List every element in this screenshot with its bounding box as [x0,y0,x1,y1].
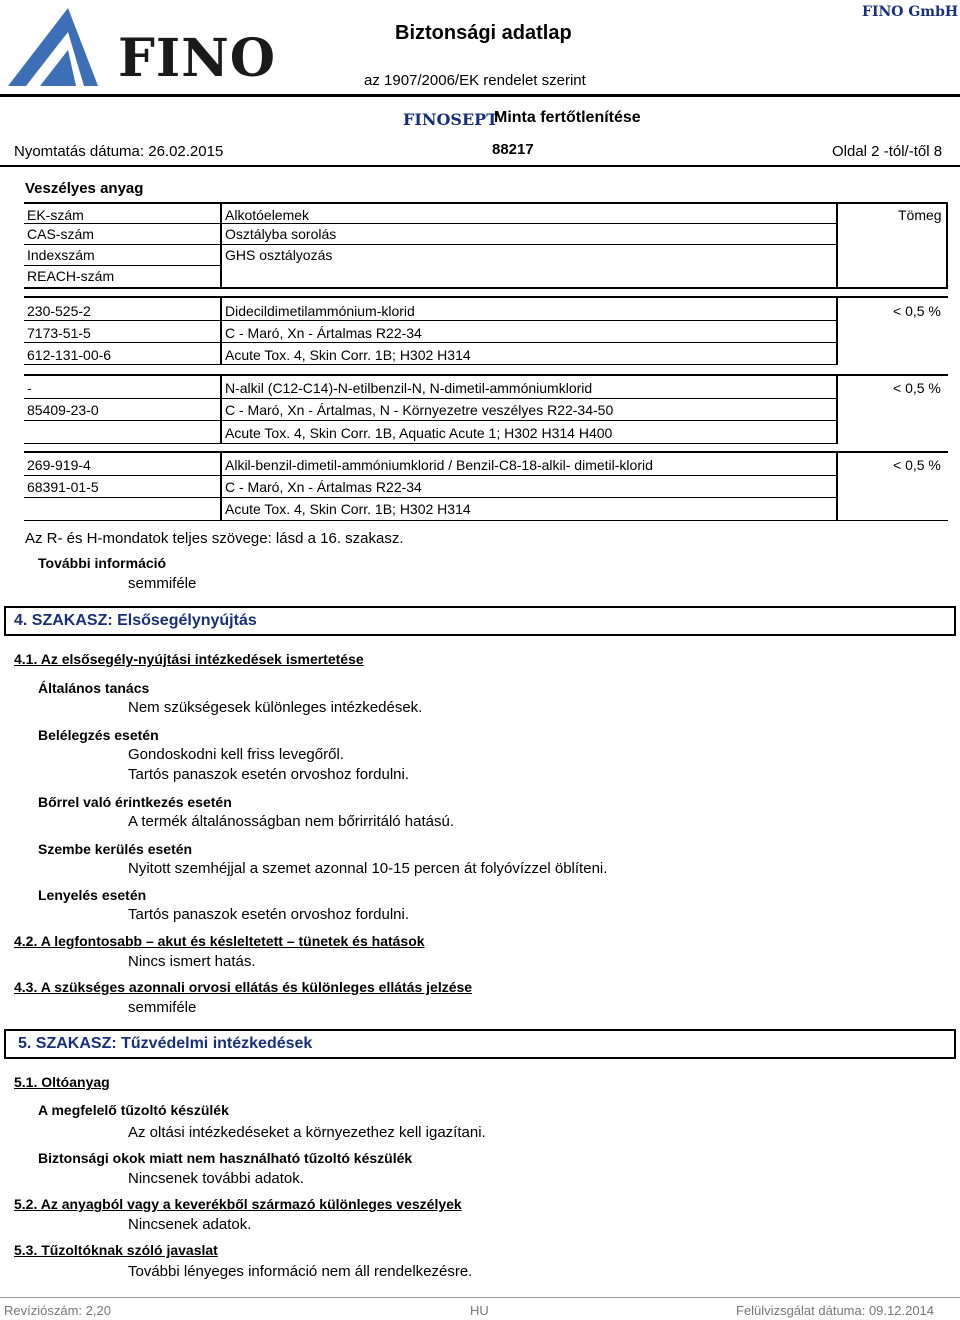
row1-mass: < 0,5 % [893,303,941,319]
suitable-extinguisher-title: A megfelelő tűzoltó készülék [38,1102,229,1118]
ingestion-text: Tartós panaszok esetén orvoshoz fordulni. [128,906,409,923]
section4-2-text: Nincs ismert hatás. [128,953,256,970]
section4-3-text: semmiféle [128,999,197,1016]
row-line [24,342,838,343]
row3-cas: 68391-01-5 [27,479,99,495]
further-info-title: További információ [38,555,167,571]
eye-contact-text: Nyitott szemhéjjal a szemet azonnal 10-15 percen át folyóvízzel öblíteni. [128,860,608,877]
row3-mass: < 0,5 % [893,457,941,473]
row-line [24,475,838,476]
inhalation-title: Belélegzés esetén [38,727,159,743]
print-date: Nyomtatás dátuma: 26.02.2015 [14,143,224,160]
hazard-section-title: Veszélyes anyag [25,180,144,197]
unsuitable-extinguisher-title: Biztonsági okok miatt nem használható tűzoltó készülék [38,1150,413,1166]
header-row-line [24,244,838,245]
row2-mass: < 0,5 % [893,380,941,396]
row1-name: Didecildimetilammónium-klorid [225,303,415,319]
col-header-components: Alkotóelemek [225,207,310,223]
row-bottom-line [24,520,948,521]
document-title: Biztonsági adatlap [395,22,572,44]
row-col-divider [220,451,222,521]
row-col-divider [836,296,838,365]
review-date: Felülvizsgálat dátuma: 09.12.2014 [736,1303,935,1318]
suitable-extinguisher-text: Az oltási intézkedéseket a környezethez kell igazítani. [128,1124,486,1141]
row-line [24,497,838,498]
row2-ghs: Acute Tox. 4, Skin Corr. 1B, Aquatic Acute 1; H302 H314 H400 [225,425,613,441]
hazard-note: Az R- és H-mondatok teljes szövege: lásd a 16. szakasz. [25,530,404,547]
row2-name: N-alkil (C12-C14)-N-etilbenzil-N, N-dimetil-ammóniumklorid [225,380,593,396]
section5-3-text: További lényeges információ nem áll rendelkezésre. [128,1263,473,1280]
table-col-divider-2 [836,202,838,289]
skin-contact-text: A termék általánosságban nem bőrirritáló hatású. [128,813,455,830]
row-col-divider [220,296,222,365]
row-line [24,398,838,399]
page-number: Oldal 2 -tól/-től 8 [832,143,943,160]
inhalation-text-2: Tartós panaszok esetén orvoshoz fordulni. [128,766,409,783]
section4-title: 4. SZAKASZ: Elsősegélynyújtás [14,612,257,629]
row-top-border [24,451,948,453]
table-header-bottom-border [24,287,948,289]
eye-contact-title: Szembe kerülés esetén [38,841,193,857]
row3-name: Alkil-benzil-dimetil-ammóniumklorid / Benzil-C8-18-alkil- dimetil-klorid [225,457,653,473]
skin-contact-title: Bőrrel való érintkezés esetén [38,794,232,810]
product-code: 88217 [492,141,534,158]
general-advice-text: Nem szükségesek különleges intézkedések. [128,699,423,716]
col-header-mass: Tömeg [898,207,942,223]
header-row-line [24,223,838,224]
company-logo [6,2,277,89]
language-code: HU [470,1303,489,1318]
row-col-divider [836,451,838,521]
section5-title: 5. SZAKASZ: Tűzvédelmi intézkedések [18,1035,313,1052]
row2-ek: - [27,380,32,396]
row3-classification: C - Maró, Xn - Ártalmas R22-34 [225,479,422,495]
section5-2-text: Nincsenek adatok. [128,1216,252,1233]
row-top-border [24,296,948,298]
regulation-text: az 1907/2006/EK rendelet szerint [364,72,586,89]
row1-classification: C - Maró, Xn - Ártalmas R22-34 [225,325,422,341]
section5-1-title: 5.1. Oltóanyag [14,1074,110,1090]
table-top-border [24,202,948,204]
row-col-divider [220,374,222,444]
col-header-ghs: GHS osztályozás [225,247,333,263]
row3-ek: 269-919-4 [27,457,91,473]
company-name: FINO GmbH [862,4,959,20]
footer-divider [0,1297,960,1298]
row-line [24,420,838,421]
row2-cas: 85409-23-0 [27,402,99,418]
row1-index: 612-131-00-6 [27,347,112,363]
further-info-text: semmiféle [128,575,197,592]
header-bottom-divider [0,165,960,167]
row-line [24,320,838,321]
col-header-index: Indexszám [27,247,95,263]
row-bottom-line [24,443,838,444]
inhalation-text-1: Gondoskodni kell friss levegőről. [128,746,344,763]
row-col-divider [836,374,838,444]
row1-ek: 230-525-2 [27,303,91,319]
product-brand: FINOSEPT [403,110,499,129]
col-header-reach: REACH-szám [27,268,115,284]
section4-2-title: 4.2. A legfontosabb – akut és késleltetett – tünetek és hatások [14,933,425,949]
unsuitable-extinguisher-text: Nincsenek további adatok. [128,1170,304,1187]
ingestion-title: Lenyelés esetén [38,887,147,903]
row2-classification: C - Maró, Xn - Ártalmas, N - Környezetre veszélyes R22-34-50 [225,402,614,418]
section5-2-title: 5.2. Az anyagból vagy a keverékből származó különleges veszélyek [14,1196,462,1212]
row1-ghs: Acute Tox. 4, Skin Corr. 1B; H302 H314 [225,347,471,363]
header-divider [0,94,960,97]
revision-number: Revíziószám: 2,20 [4,1303,111,1318]
logo-text: FINO [118,28,277,89]
general-advice-title: Általános tanács [38,680,150,696]
row-top-border [24,374,948,376]
col-header-ek: EK-szám [27,207,84,223]
row-bottom-line [24,364,838,365]
product-name: Minta fertőtlenítése [494,109,641,126]
section4-1-title: 4.1. Az elsősegély-nyújtási intézkedések ismertetése [14,651,364,667]
section5-3-title: 5.3. Tűzoltóknak szóló javaslat [14,1242,218,1258]
row3-ghs: Acute Tox. 4, Skin Corr. 1B; H302 H314 [225,501,471,517]
table-right-border [946,202,948,289]
col-header-classification: Osztályba sorolás [225,226,337,242]
col-header-cas: CAS-szám [27,226,94,242]
table-col-divider-1 [220,202,222,289]
section4-3-title: 4.3. A szükséges azonnali orvosi ellátás és különleges ellátás jelzése [14,979,473,995]
row1-cas: 7173-51-5 [27,325,91,341]
header-row-line [24,265,222,266]
